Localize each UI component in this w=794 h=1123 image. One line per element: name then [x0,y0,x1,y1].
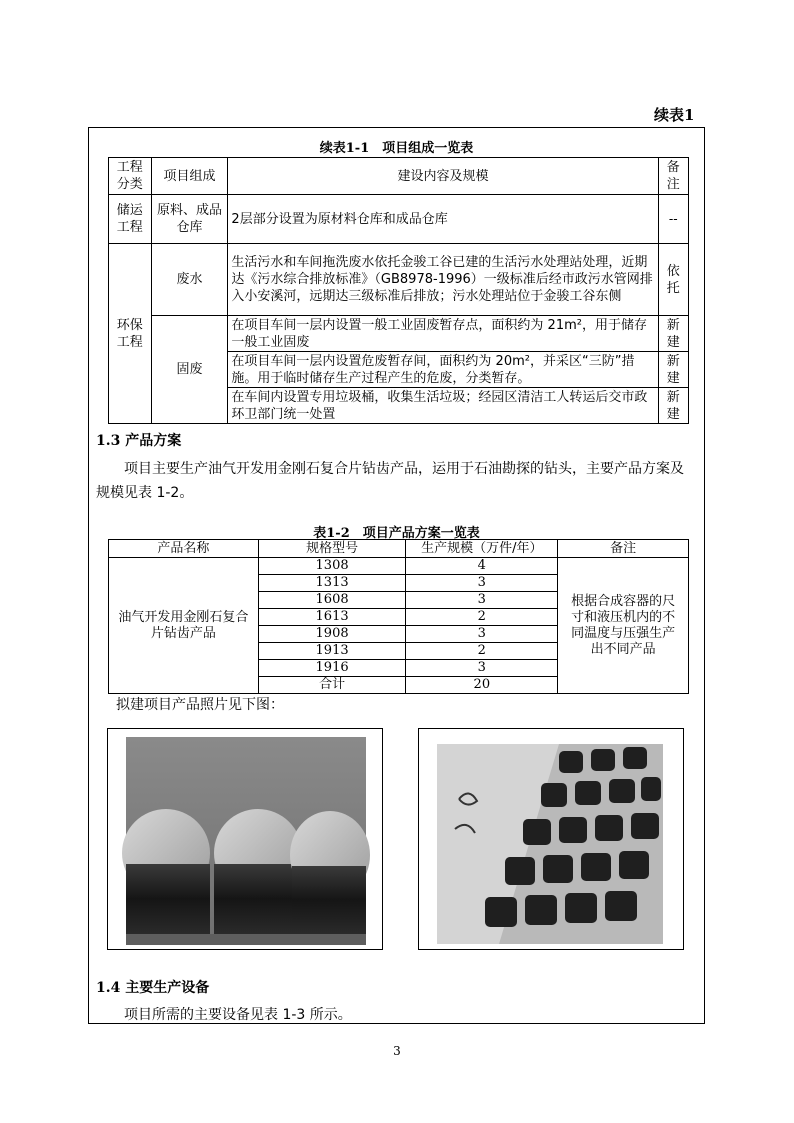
header-component: 项目组成 [151,158,228,195]
scale-cell: 2 [406,609,558,626]
page-number: 3 [393,1044,401,1058]
total-label-cell: 合计 [258,677,406,694]
section-1-4-title: 1.4 主要生产设备 [96,980,210,996]
scale-cell: 2 [406,643,558,660]
product-name-cell: 油气开发用金刚石复合片钻齿产品 [109,558,259,694]
env-category: 环保工程 [109,244,152,424]
photo-intro: 拟建项目产品照片见下图： [116,697,284,713]
header-scale: 生产规模（万件/年） [406,540,558,558]
solid-row-2-note: 新建 [658,352,688,388]
storage-content: 2层部分设置为原材料仓库和成品仓库 [228,195,658,244]
scale-cell: 3 [406,660,558,677]
table2-caption: 表1-2 项目产品方案一览表 [313,526,480,541]
header-note: 备注 [658,158,688,195]
scale-cell: 3 [406,626,558,643]
spec-cell: 1308 [258,558,406,575]
header-note: 备注 [558,540,689,558]
header-content: 建设内容及规模 [228,158,658,195]
solid-row-3-content: 在车间内设置专用垃圾桶，收集生活垃圾；经园区清洁工人转运后交市政环卫部门统一处置 [228,388,658,424]
solid-row-2-content: 在项目车间一层内设置危废暂存间，面积约为 20m²，并采区“三防”措施。用于临时储存生产过程产生的危废，分类暂存。 [228,352,658,388]
header-spec: 规格型号 [258,540,406,558]
pdc-cutters-side-photo [108,729,384,951]
storage-category: 储运工程 [109,195,152,244]
table1-caption: 续表1-1 项目组成一览表 [319,141,474,156]
scale-cell: 3 [406,592,558,609]
header-category: 工程分类 [109,158,152,195]
wastewater-content: 生活污水和车间拖洗废水依托金骏工谷已建的生活污水处理站处理，近期达《污水综合排放标准》（GB8978-1996）一级标准后经市政污水管网排入小安溪河，远期达三级标准后排放；污水处理站位于金骏工谷东侧 [228,244,658,316]
section-1-3-title: 1.3 产品方案 [96,433,182,449]
product-note-cell: 根据合成容器的尺寸和液压机内的不同温度与压强生产出不同产品 [558,558,689,694]
continued-table-label: 续表1 [654,106,695,124]
project-composition-table [108,157,689,424]
solid-row-1-content: 在项目车间一层内设置一般工业固废暂存点，面积约为 21m²，用于储存一般工业固废 [228,316,658,352]
spec-cell: 1908 [258,626,406,643]
solid-waste-component: 固废 [151,316,228,424]
spec-cell: 1916 [258,660,406,677]
scale-cell: 4 [406,558,558,575]
product-plan-table [108,539,689,694]
solid-row-3-note: 新建 [658,388,688,424]
product-photo-left [107,728,383,950]
spec-cell: 1608 [258,592,406,609]
section-1-4-paragraph: 项目所需的主要设备见表 1-3 所示。 [124,1007,352,1023]
wastewater-note: 依托 [658,244,688,316]
product-photo-right [418,728,684,950]
section-1-3-paragraph: 项目主要生产油气开发用金刚石复合片钻齿产品，运用于石油勘探的钻头，主要产品方案及规模见表 1-2。 [96,461,684,501]
header-product-name: 产品名称 [109,540,259,558]
pdc-cutters-tray-photo [419,729,685,951]
solid-row-1-note: 新建 [658,316,688,352]
wastewater-component: 废水 [151,244,228,316]
spec-cell: 1913 [258,643,406,660]
storage-component: 原料、成品仓库 [151,195,228,244]
spec-cell: 1313 [258,575,406,592]
scale-cell: 3 [406,575,558,592]
storage-note: -- [658,195,688,244]
total-value-cell: 20 [406,677,558,694]
spec-cell: 1613 [258,609,406,626]
